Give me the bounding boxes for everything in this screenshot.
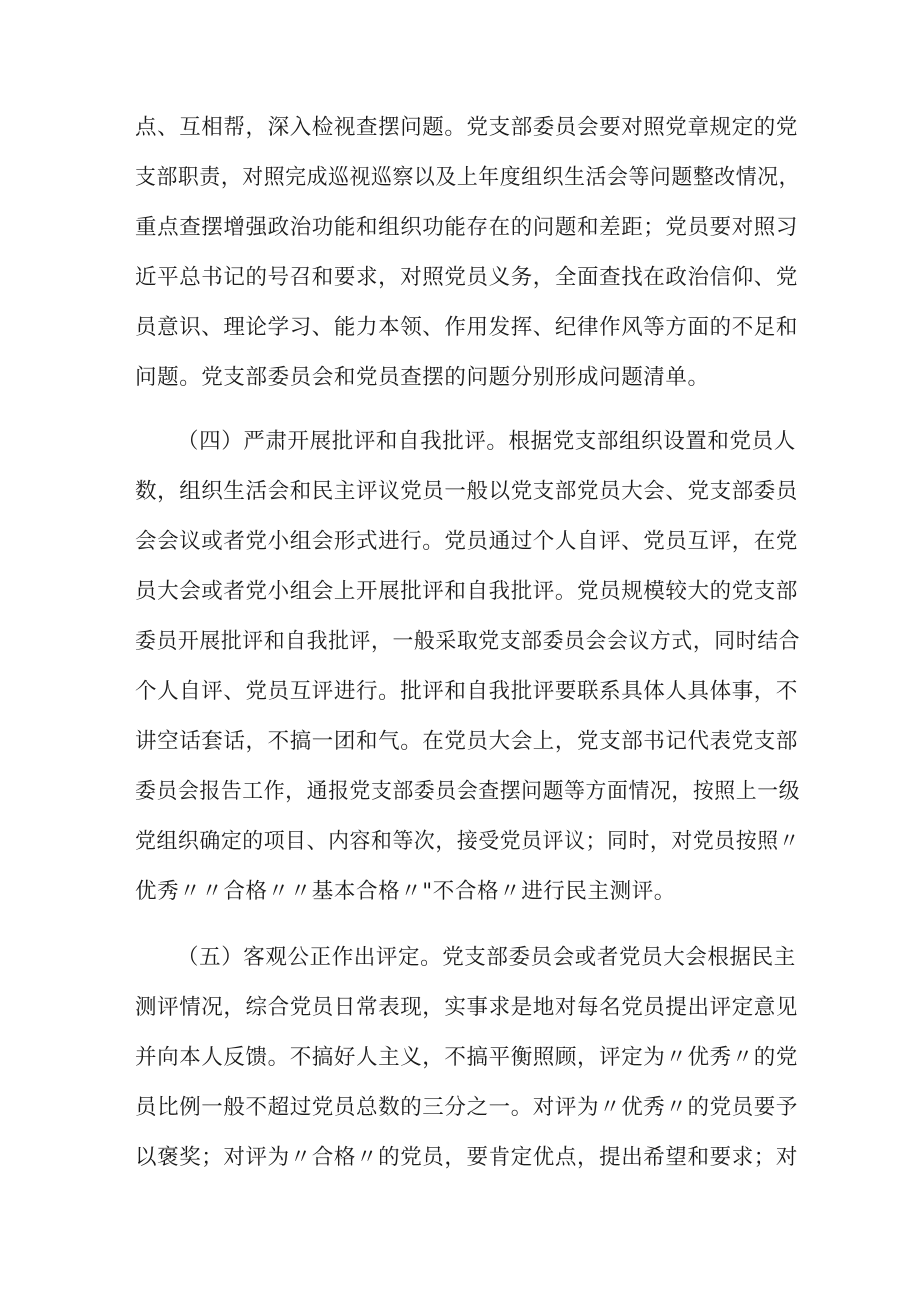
text-line: 数，组织生活会和民主评议党员一般以党支部党员大会、党支部委员 — [135, 479, 799, 504]
text-line: 支部职责，对照完成巡视巡察以及上年度组织生活会等问题整改情况， — [135, 165, 801, 190]
text-line: 委员开展批评和自我批评，一般采取党支部委员会会议方式，同时结合 — [135, 629, 801, 654]
text-line: 近平总书记的号召和要求，对照党员义务，全面查找在政治信仰、党 — [135, 265, 799, 290]
text-line: 并向本人反馈。不搞好人主义，不搞平衡照顾，评定为〃优秀〃的党 — [135, 1045, 799, 1070]
text-line: （四）严肃开展批评和自我批评。根据党支部组织设置和党员人 — [177, 429, 796, 454]
text-line: （五）客观公正作出评定。党支部委员会或者党员大会根据民主 — [177, 945, 796, 970]
text-line: 员比例一般不超过党员总数的三分之一。对评为〃优秀〃的党员要予 — [135, 1095, 799, 1120]
text-line: 委员会报告工作，通报党支部委员会查摆问题等方面情况，按照上一级 — [135, 779, 801, 804]
text-line: 党组织确定的项目、内容和等次，接受党员评议；同时，对党员按照〃 — [135, 829, 801, 854]
text-line: 点、互相帮，深入检视查摆问题。党支部委员会要对照党章规定的党 — [135, 115, 799, 140]
text-line: 个人自评、党员互评进行。批评和自我批评要联系具体人具体事，不 — [135, 679, 799, 704]
text-line: 以褒奖；对评为〃合格〃的党员，要肯定优点，提出希望和要求；对 — [135, 1145, 799, 1170]
text-line: 讲空话套话，不搞一团和气。在党员大会上，党支部书记代表党支部 — [135, 729, 799, 754]
text-line: 测评情况，综合党员日常表现，实事求是地对每名党员提出评定意见 — [135, 995, 799, 1020]
text-line: 会会议或者党小组会形式进行。党员通过个人自评、党员互评，在党 — [135, 529, 799, 554]
text-line: 问题。党支部委员会和党员查摆的问题分别形成问题清单。 — [135, 365, 710, 390]
text-line: 员意识、理论学习、能力本领、作用发挥、纪律作风等方面的不足和 — [135, 315, 799, 340]
text-line: 员大会或者党小组会上开展批评和自我批评。党员规模较大的党支部 — [135, 579, 799, 604]
text-line: 优秀〃〃合格〃〃基本合格〃"不合格〃进行民主测评。 — [135, 879, 676, 904]
text-line: 重点查摆增强政治功能和组织功能存在的问题和差距；党员要对照习 — [135, 215, 799, 240]
